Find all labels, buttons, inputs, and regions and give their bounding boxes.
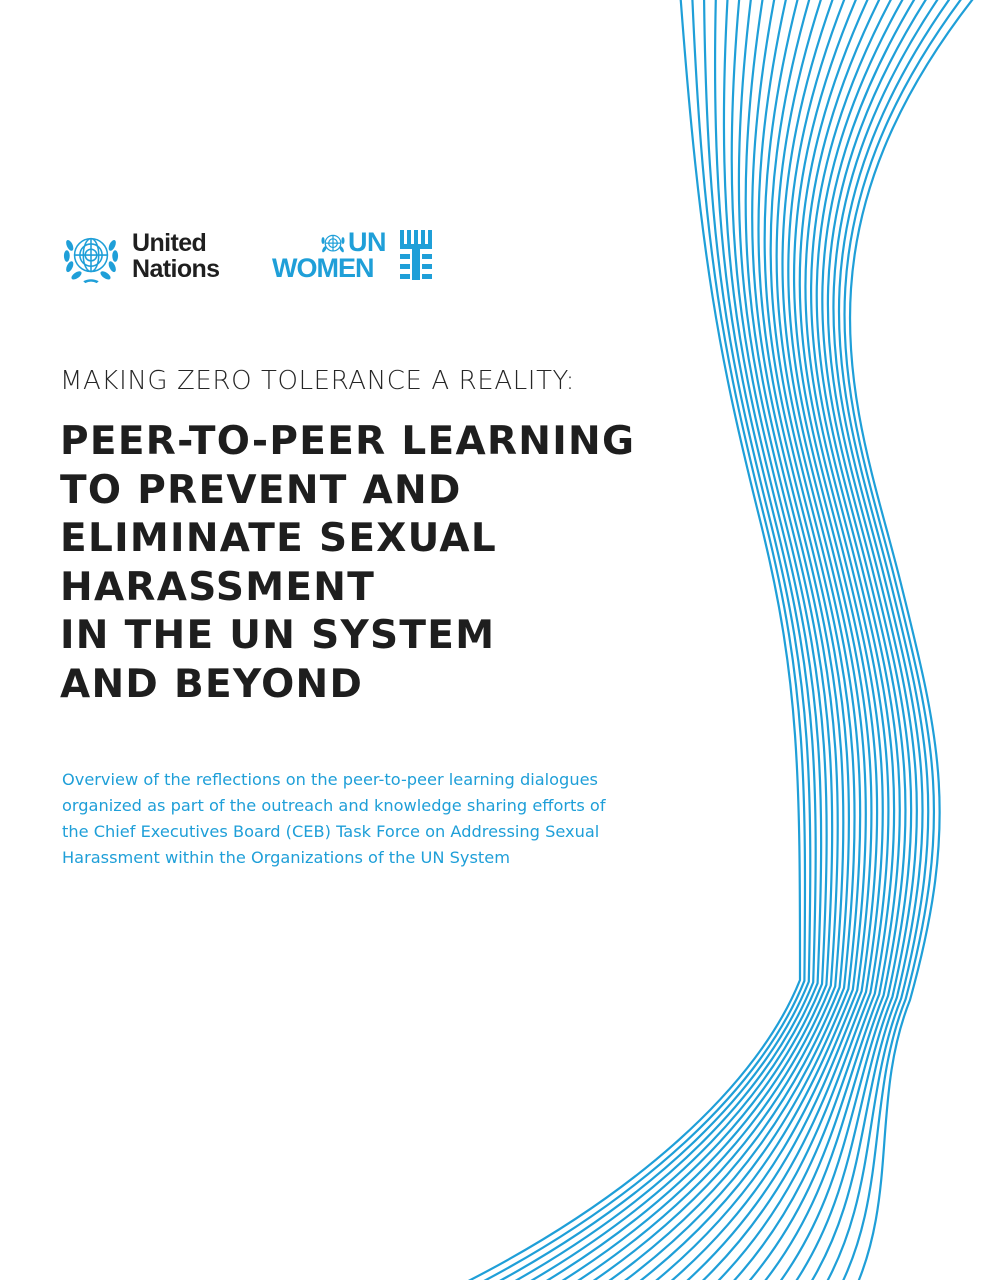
report-overview bbox=[62, 767, 662, 871]
partner-logos bbox=[62, 226, 462, 286]
unwomen-figure-icon bbox=[398, 230, 438, 280]
un-women-un-text: UN bbox=[348, 227, 386, 257]
united-nations-logo bbox=[62, 228, 252, 284]
un-women-women-text: WOMEN bbox=[272, 253, 374, 283]
report-title bbox=[60, 418, 700, 709]
title-line: AND BEYOND bbox=[60, 661, 364, 707]
title-line: IN THE UN SYSTEM bbox=[60, 613, 496, 658]
un-women-logo bbox=[272, 228, 452, 284]
overview-line: organized as part of the outreach and knowledge sharing efforts of bbox=[62, 796, 606, 815]
title-line: HARASSMENT bbox=[60, 564, 376, 610]
report-subtitle: MAKING ZERO TOLERANCE A REALITY: bbox=[60, 366, 575, 396]
un-emblem-icon bbox=[62, 228, 120, 286]
title-line: ELIMINATE SEXUAL bbox=[60, 516, 498, 561]
title-line: TO PREVENT AND bbox=[60, 467, 462, 513]
united-nations-wordmark: United Nations bbox=[132, 229, 220, 283]
overview-line: the Chief Executives Board (CEB) Task Force on Addressing Sexual bbox=[62, 822, 600, 841]
overview-line: Harassment within the Organizations of the UN System bbox=[62, 848, 510, 867]
title-line: PEER-TO-PEER LEARNING bbox=[60, 419, 636, 464]
overview-line: Overview of the reflections on the peer-to-peer learning dialogues bbox=[62, 770, 598, 789]
